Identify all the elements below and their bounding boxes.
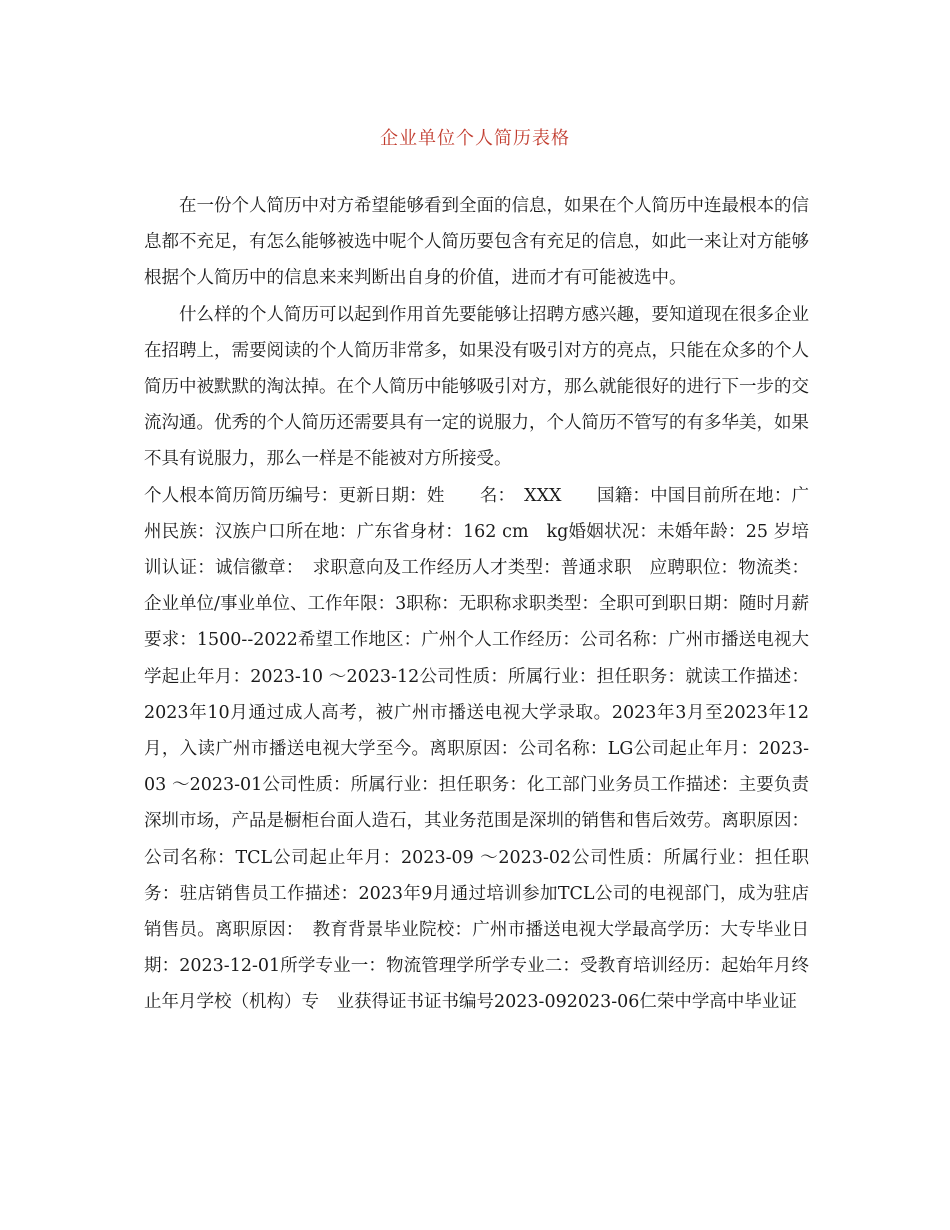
- intro-paragraph-1: 在一份个人简历中对方希望能够看到全面的信息，如果在个人简历中连最根本的信息都不充足，有怎么能够被选中呢个人简历要包含有充足的信息，如此一来让对方能够根据个人简历中的信息来来判断出自身的价值，进而才有可能被选中。: [144, 196, 809, 289]
- document-body: [144, 188, 809, 1021]
- document-title: 企业单位个人简历表格: [380, 128, 570, 149]
- intro-paragraph-2: 什么样的个人简历可以起到作用首先要能够让招聘方感兴趣，要知道现在很多企业在招聘上，需要阅读的个人简历非常多，如果没有吸引对方的亮点，只能在众多的个人简历中被默默的淘汰掉。在个人简历中能够吸引对方，那么就能很好的进行下一步的交流沟通。优秀的个人简历还需要具有一定的说服力，个人简历不管写的有多华美，如果不具有说服力，那么一样是不能被对方所接受。: [144, 304, 809, 470]
- resume-details: 个人根本简历简历编号：更新日期：姓 名： XXX 国籍：中国目前所在地：广州民族：汉族户口所在地：广东省身材：162 cm kg婚姻状况：未婚年龄：25 岁培训认证：诚信徽章： 求职意向及工作经历人才类型：普通求职 应聘职位：物流类：企业单位/事业单位、工作年限：3职称：无职称求职类型：全职可到职日期：随时月薪要求：1500--2022希望工作地区：广州个人工作经历：公司名称：广州市播送电视大学起止年月：2023-10 ～2023-12公司性质：所属行业：担任职务：就读工作描述：2023年10月通过成人高考，被广州市播送电视大学录取。2023年3月至2023年12月，入读广州市播送电视大学至今。离职原因：公司名称：LG公司起止年月：2023-03 ～2023-01公司性质：所属行业：担任职务：化工部门业务员工作描述：主要负责深圳市场，产品是橱柜台面人造石，其业务范围是深圳的销售和售后效劳。离职原因：公司名称：TCL公司起止年月：2023-09 ～2023-02公司性质：所属行业：担任职务：驻店销售员工作描述：2023年9月通过培训参加TCL公司的电视部门，成为驻店销售员。离职原因： 教育背景毕业院校：广州市播送电视大学最高学历：大专毕业日期：2023-12-01所学专业一：物流管理学所学专业二：受教育培训经历：起始年月终止年月学校（机构）专 业获得证书证书编号2023-092023-06仁荣中学高中毕业证: [144, 485, 809, 1013]
